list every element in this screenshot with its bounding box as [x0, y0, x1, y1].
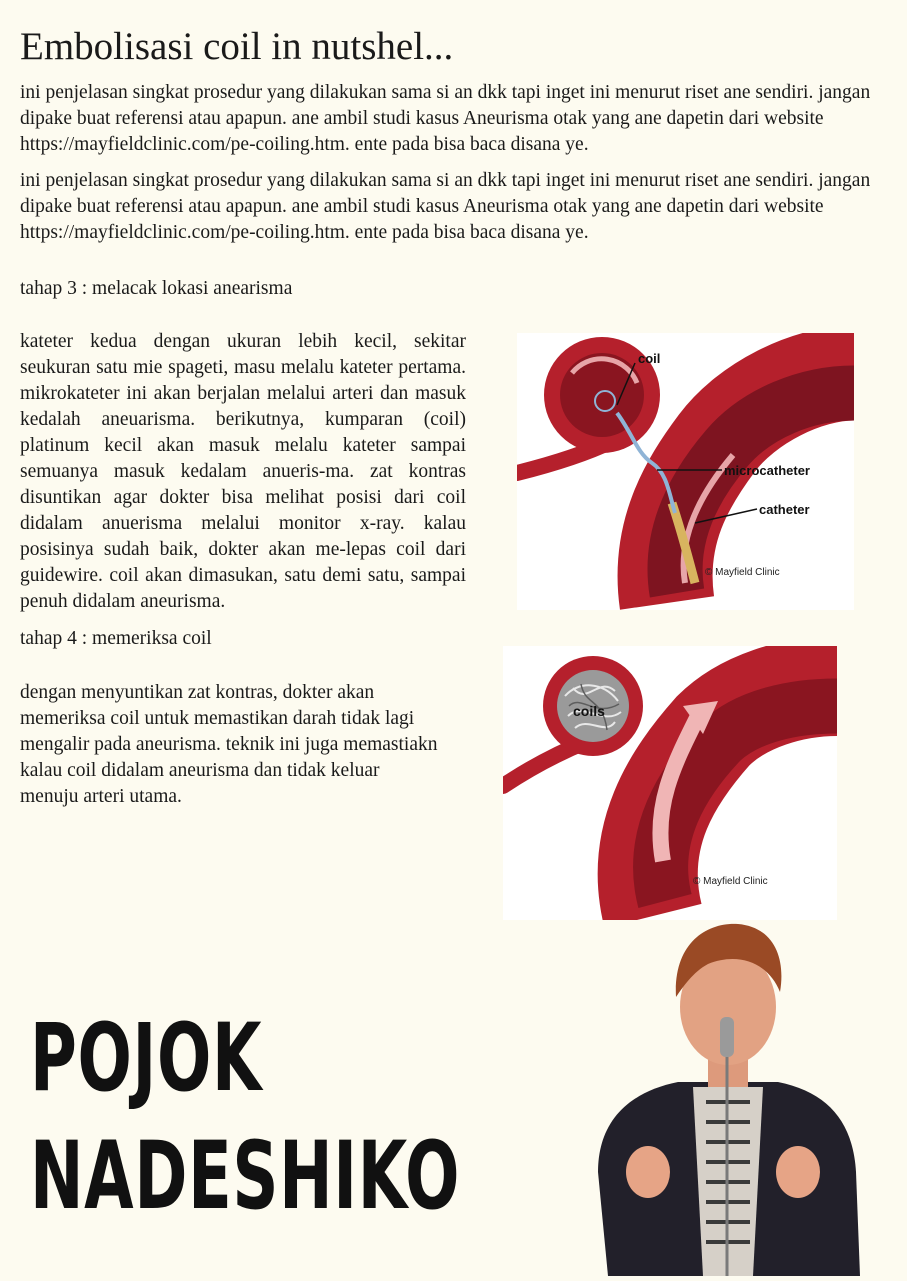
artery-diagram-2 — [503, 646, 837, 920]
coil-check-figure — [503, 646, 837, 920]
figure2-credit: © Mayfield Clinic — [693, 876, 768, 887]
catheter-label: catheter — [759, 502, 810, 517]
singer-illustration — [588, 922, 868, 1276]
step4-body: dengan menyuntikan zat kontras, dokter akan memeriksa coil untuk memastikan darah tidak lagi mengalir pada aneurisma. teknik ini juga memastiakn kalau coil didalam aneurisma dan tidak keluar menuju arteri utama. — [20, 682, 438, 807]
brand-title — [30, 1000, 461, 1236]
figure1-credit: © Mayfield Clinic — [705, 567, 780, 578]
step4-heading: tahap 4 : memeriksa coil — [20, 628, 212, 649]
brand-line-2: NADESHIKO — [30, 1122, 461, 1231]
step3-heading: tahap 3 : melacak lokasi anearisma — [20, 278, 293, 299]
singer-icon — [588, 922, 868, 1276]
microcatheter-label: microcatheter — [724, 463, 810, 478]
artery-diagram-1 — [517, 333, 854, 610]
coil-label: coil — [638, 351, 661, 366]
step3-body: kateter kedua dengan ukuran lebih kecil, sekitar seukuran satu mie spageti, masu melalu kateter pertama. mikrokateter ini akan berjalan melalui arteri dan masuk kedalah aneuarisma. berikutnya, kumparan (coil) platinum kecil akan masuk melalu kateter sampai semuanya masuk kedalam anueris-ma. zat kontras disuntikan agar dokter bisa melihat posisi dari coil didalam anuerisma melalui monitor x-ray. kalau posisinya sudah baik, dokter akan me-lepas coil dari guidewire. coil akan dimasukan, satu demi satu, sampai penuh didalam aneurisma. — [20, 331, 466, 612]
intro-paragraph-2: ini penjelasan singkat prosedur yang dilakukan sama si an dkk tapi inget ini menurut riset ane sendiri. jangan dipake buat referensi atau apapun. ane ambil studi kasus Aneurisma otak yang ane dapetin dari website https://mayfieldclinic.com/pe-coiling.htm. ente pada bisa baca disana ye. — [20, 170, 871, 243]
coil-insertion-figure — [517, 333, 854, 610]
coils-label: coils — [573, 703, 605, 719]
brand-line-1: POJOK — [30, 1004, 263, 1113]
intro-paragraph-1: ini penjelasan singkat prosedur yang dilakukan sama si an dkk tapi inget ini menurut riset ane sendiri. jangan dipake buat referensi atau apapun. ane ambil studi kasus Aneurisma otak yang ane dapetin dari website https://mayfieldclinic.com/pe-coiling.htm. ente pada bisa baca disana ye. — [20, 82, 871, 155]
page-title: Embolisasi coil in nutshel... — [20, 25, 454, 68]
